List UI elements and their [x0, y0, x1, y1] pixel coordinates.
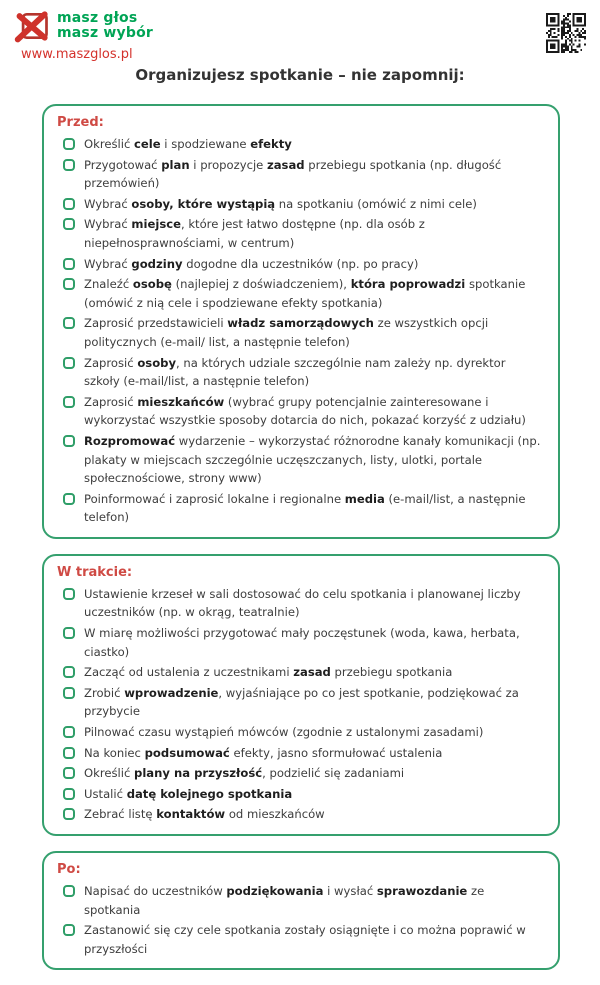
checkbox[interactable] — [63, 218, 75, 230]
checklist-item-text: W miarę możliwości przygotować mały poczęstunek (woda, kawa, herbata, ciastko) — [84, 626, 520, 659]
checklist-item — [63, 195, 544, 214]
logo-line2: masz wybór — [57, 25, 153, 41]
checklist-item — [63, 785, 544, 804]
checklist-item — [63, 156, 544, 193]
section-przed — [42, 104, 560, 539]
checkbox[interactable] — [63, 666, 75, 678]
checklist-item — [63, 275, 544, 312]
checklist-item-text: Zaprosić przedstawicieli władz samorządowych ze wszystkich opcji politycznych (e-mail/ list, a następnie telefon) — [84, 316, 489, 349]
section-w-trakcie — [42, 554, 560, 836]
checkbox[interactable] — [63, 924, 75, 936]
section-heading-przed: Przed: — [57, 115, 104, 130]
checklist-item-text: Poinformować i zaprosić lokalne i regionalne media (e-mail/list, a następnie telefon) — [84, 491, 526, 525]
checkbox[interactable] — [63, 493, 75, 505]
checkbox[interactable] — [63, 138, 75, 150]
checkbox[interactable] — [63, 687, 75, 699]
checklist-item-text: Pilnować czasu wystąpień mówców (zgodnie z ustalonymi zasadami) — [84, 725, 484, 740]
checklist-item-text: Zebrać listę kontaktów od mieszkańców — [84, 807, 325, 822]
checklist-item — [63, 723, 544, 742]
section-heading-w-trakcie: W trakcie: — [57, 564, 133, 580]
ballot-x-icon — [14, 8, 52, 44]
checkbox[interactable] — [63, 627, 75, 639]
checklist-item — [63, 624, 544, 661]
checklist-item — [63, 432, 544, 488]
checklist-item-text: Określić plany na przyszłość, podzielić się zadaniami — [84, 766, 405, 781]
checklist-item — [63, 255, 544, 274]
checklist-item-text: Ustawienie krzeseł w sali dostosować do celu spotkania i planowanej liczby uczestników (np. w okrąg, teatralnie) — [84, 586, 521, 620]
checklist-item-text: Zastanowić się czy cele spotkania zostały osiągnięte i co można poprawić w przyszłości — [84, 923, 526, 956]
checkbox[interactable] — [63, 808, 75, 820]
checkbox[interactable] — [63, 726, 75, 738]
checklist-item-text: Na koniec podsumować efekty, jasno sformułować ustalenia — [84, 745, 443, 760]
section-heading-po: Po: — [57, 862, 81, 877]
checklist-item — [63, 393, 544, 430]
checklist-item — [63, 663, 544, 682]
checklist-item — [63, 805, 544, 824]
checkbox[interactable] — [63, 435, 75, 447]
sections — [42, 104, 560, 985]
section-po — [42, 851, 560, 970]
logo-url[interactable]: www.maszglos.pl — [21, 47, 133, 62]
checklist-item-text: Określić cele i spodziewane efekty — [84, 137, 292, 151]
qr-code-icon — [546, 13, 586, 53]
checklist-item-text: Zaprosić osoby, na których udziale szczególnie nam zależy np. dyrektor szkoły (e-mail/list, a następnie telefon) — [84, 355, 506, 389]
checkbox[interactable] — [63, 788, 75, 800]
checklist-item — [63, 744, 544, 763]
logo-line1: masz głos — [57, 10, 138, 26]
masz-glos-logo — [14, 8, 153, 62]
checkbox[interactable] — [63, 278, 75, 290]
checklist-item — [63, 882, 544, 919]
checklist-item — [63, 921, 544, 958]
checklist-item-text: Przygotować plan i propozycje zasad przebiegu spotkania (np. długość przemówień) — [84, 157, 502, 191]
checklist-item-text: Zacząć od ustalenia z uczestnikami zasad przebiegu spotkania — [84, 665, 453, 680]
checklist-item-text: Ustalić datę kolejnego spotkania — [84, 786, 293, 801]
checkbox[interactable] — [63, 396, 75, 408]
checkbox[interactable] — [63, 767, 75, 779]
checkbox[interactable] — [63, 198, 75, 210]
checkbox[interactable] — [63, 159, 75, 171]
checklist-item-text: Wybrać miejsce, które jest łatwo dostępne (np. dla osób z niepełnosprawnościami, w centrum) — [84, 217, 425, 250]
checklist-item — [63, 684, 544, 721]
logo-text — [57, 11, 153, 41]
checkbox[interactable] — [63, 588, 75, 600]
checkbox[interactable] — [63, 357, 75, 369]
checklist-item — [63, 585, 544, 622]
checklist-item-text: Znaleźć osobę (najlepiej z doświadczeniem), która poprowadzi spotkanie (omówić z nią cele i spodziewane efekty spotkania) — [84, 277, 526, 310]
checklist-item-text: Rozpromować wydarzenie – wykorzystać różnorodne kanały komunikacji (np. plakaty w miejscach szczególnie uczęszczanych, listy, ulotki, portale społecznościowe, strony www) — [84, 433, 541, 486]
logo-top — [14, 8, 153, 44]
checklist-item — [63, 314, 544, 351]
checkbox[interactable] — [63, 747, 75, 759]
checklist-item — [63, 215, 544, 252]
checkbox[interactable] — [63, 885, 75, 897]
checklist-item — [63, 490, 544, 527]
checklist-item-text: Zrobić wprowadzenie, wyjaśniające po co jest spotkanie, podziękować za przybycie — [84, 685, 519, 719]
checklist-item — [63, 764, 544, 783]
checklist-item-text: Zaprosić mieszkańców (wybrać grupy potencjalnie zainteresowane i wykorzystać wszystkie sposoby dotarcia do nich, pokazać korzyść z udziału) — [84, 394, 526, 428]
page-title: Organizujesz spotkanie – nie zapomnij: — [135, 66, 465, 84]
checklist-item-text: Wybrać godziny dogodne dla uczestników (np. po pracy) — [84, 256, 419, 271]
checklist-item-text: Napisać do uczestników podziękowania i wysłać sprawozdanie ze spotkania — [84, 884, 485, 917]
checklist-item — [63, 354, 544, 391]
checklist-item — [63, 135, 544, 154]
checkbox[interactable] — [63, 258, 75, 270]
checklist-item-text: Wybrać osoby, które wystąpią na spotkaniu (omówić z nimi cele) — [84, 196, 477, 211]
checkbox[interactable] — [63, 317, 75, 329]
